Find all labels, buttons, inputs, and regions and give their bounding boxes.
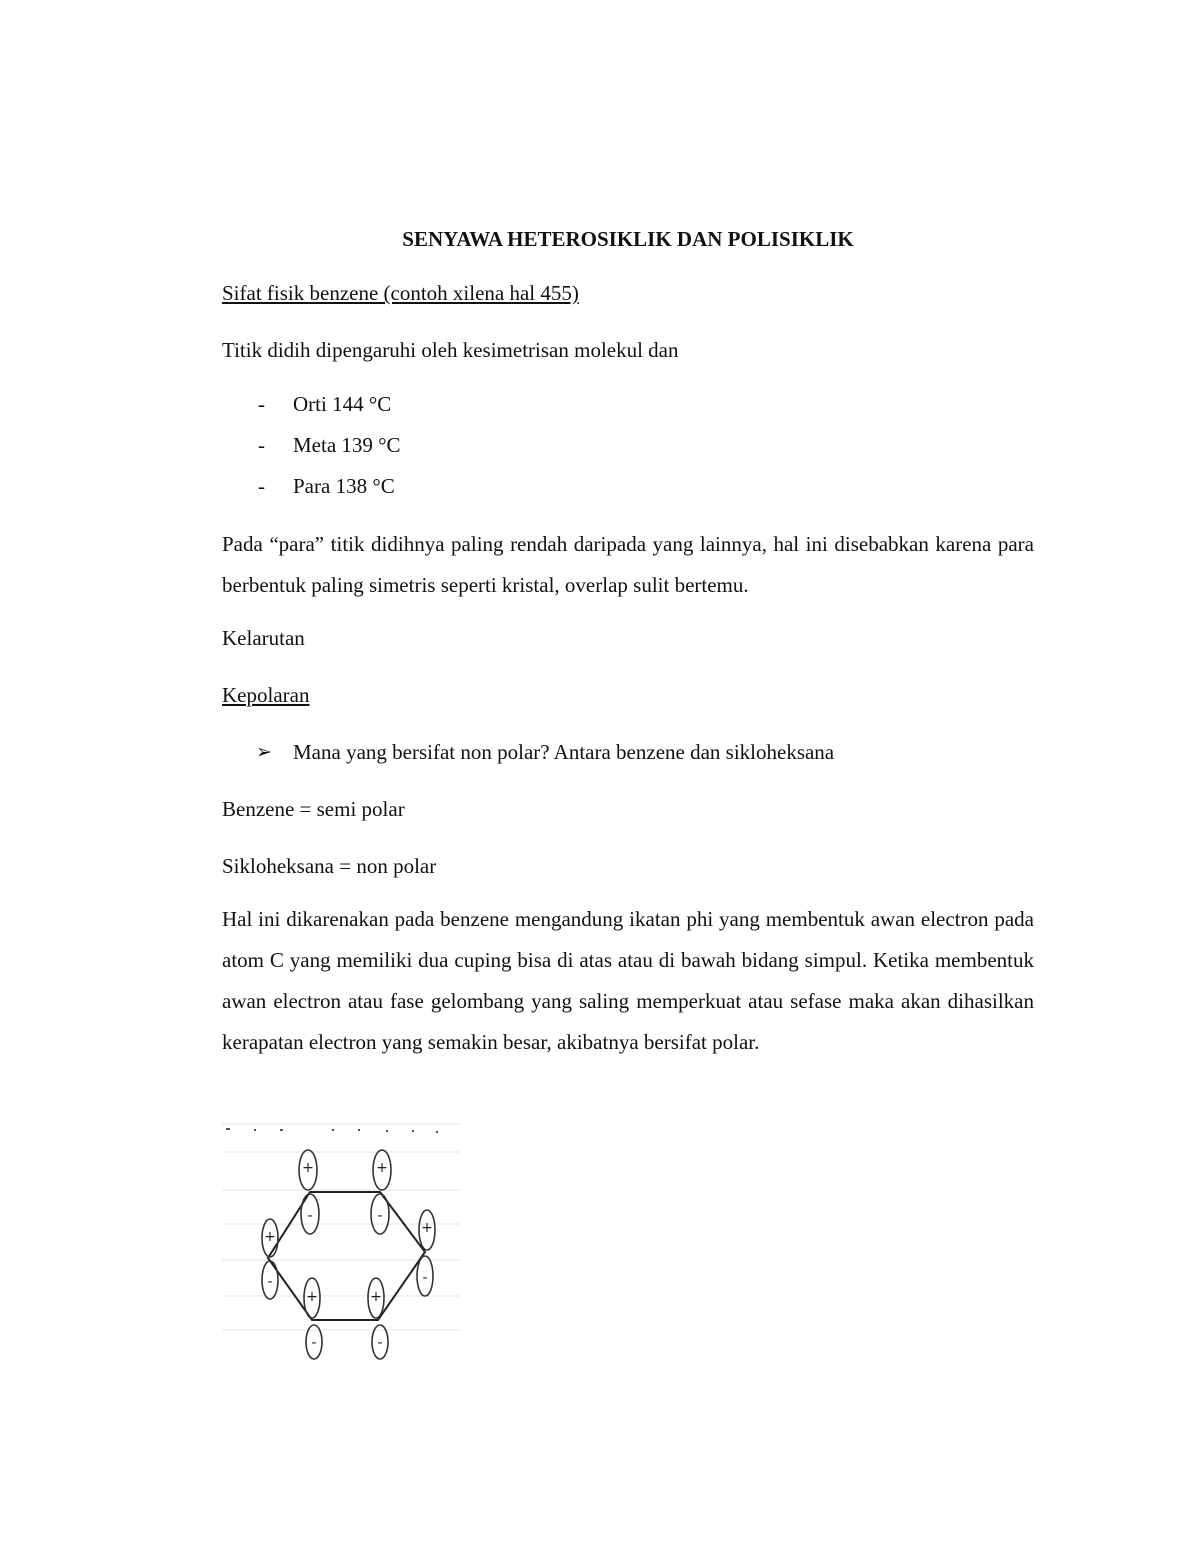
kepolaran-heading: Kepolaran [222,683,310,707]
section-heading: Sifat fisik benzene (contoh xilena hal 455) [222,281,579,305]
minus-sign: - [377,1335,383,1351]
intro-text: Titik didih dipengaruhi oleh kesimetrisan molekul dan [222,338,679,362]
dash-marker: - [258,392,265,416]
list-item [222,466,1034,507]
question-text: Mana yang bersifat non polar? Antara benzene dan sikloheksana [293,740,835,764]
minus-sign: - [307,1208,313,1224]
document-page [222,222,1034,1086]
minus-sign: - [267,1274,273,1290]
list-item-text: Para 138 °C [293,474,395,498]
benzene-polarity: Benzene = semi polar [222,797,405,821]
sikloheksana-polarity: Sikloheksana = non polar [222,854,437,878]
minus-sign: - [422,1270,428,1286]
benzene-pi-orbital-diagram [222,1120,462,1360]
dash-marker: - [258,433,265,457]
plus-sign: + [302,1160,314,1176]
question-item [222,735,1034,769]
plus-sign: + [421,1220,433,1236]
orbital-diagram-svg [222,1120,462,1360]
dash-marker: - [258,474,265,498]
minus-sign: - [377,1208,383,1224]
kelarutan-text: Kelarutan [222,626,305,650]
list-item-text: Orti 144 °C [293,392,392,416]
plus-sign: + [264,1229,276,1245]
polarity-explanation: Hal ini dikarenakan pada benzene mengandung ikatan phi yang membentuk awan electron pada atom C yang memiliki dua cuping bisa di atas atau di bawah bidang simpul. Ketika membentuk awan electron atau fase gelombang yang saling memperkuat atau sefase maka akan dihasilkan kerapatan electron yang semakin besar, akibatnya bersifat polar. [222,907,1034,1054]
plus-sign: + [306,1289,318,1305]
boiling-point-list [222,384,1034,507]
scan-dots [226,1128,438,1133]
arrow-bullet-icon: ➢ [256,741,272,763]
list-item-text: Meta 139 °C [293,433,401,457]
plus-sign: + [370,1289,382,1305]
list-item [222,384,1034,425]
para-explanation: Pada “para” titik didihnya paling rendah daripada yang lainnya, hal ini disebabkan karena para berbentuk paling simetris seperti kristal, overlap sulit bertemu. [222,532,1034,597]
p-orbitals [262,1150,435,1359]
minus-sign: - [311,1335,317,1351]
document-title: SENYAWA HETEROSIKLIK DAN POLISIKLIK [402,227,854,251]
lobe-signs [264,1160,433,1351]
benzene-ring [268,1192,428,1320]
list-item [222,425,1034,466]
plus-sign: + [376,1160,388,1176]
